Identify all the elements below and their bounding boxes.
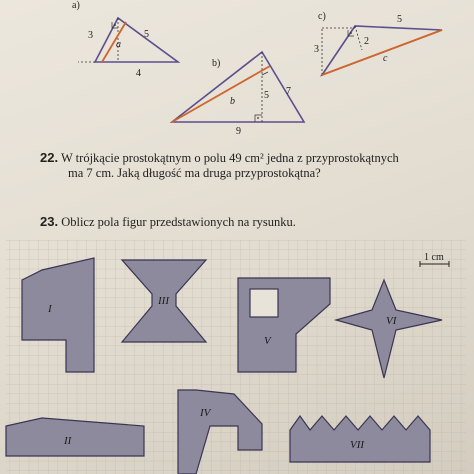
problem-23 <box>40 214 470 230</box>
problem-22-number: 22. <box>40 150 59 165</box>
triangle-b-side1: 5 <box>264 90 269 101</box>
triangle-a-side2: 5 <box>144 29 149 40</box>
triangle-c <box>314 11 442 75</box>
triangle-b-side2: 7 <box>286 86 291 97</box>
triangle-exercises <box>0 0 474 150</box>
figure-IV-label: IV <box>200 407 211 419</box>
figure-VI-label: VI <box>386 315 397 327</box>
triangle-b <box>172 52 304 137</box>
scale-label: 1 cm <box>424 252 444 263</box>
triangle-b-unknown: b <box>230 96 235 107</box>
triangle-c-segment: 2 <box>364 36 369 47</box>
triangle-a-label: a) <box>72 0 80 11</box>
triangle-c-unknown: c <box>383 53 388 64</box>
triangle-a-side1: 3 <box>88 30 93 41</box>
figure-I-label: I <box>48 303 52 315</box>
grid-figures <box>0 240 474 474</box>
triangle-b-label: b) <box>212 58 221 69</box>
triangle-a-base: 4 <box>136 68 141 79</box>
problem-22 <box>40 150 470 181</box>
problem-23-number: 23. <box>40 214 59 229</box>
triangle-a-unknown: a <box>116 39 121 50</box>
triangle-b-base: 9 <box>236 126 241 137</box>
problem-22-line1: W trójkącie prostokątnym o polu 49 cm² jedna z przyprostokątnych <box>60 151 399 165</box>
figure-V-label: V <box>264 335 271 347</box>
triangle-c-side2: 3 <box>314 44 319 55</box>
figure-VII-label: VII <box>350 439 365 451</box>
triangle-c-label: c) <box>318 11 326 22</box>
triangle-c-side1: 5 <box>397 14 402 25</box>
figure-III-label: III <box>158 295 169 307</box>
triangle-a <box>72 0 178 79</box>
problem-22-line2: ma 7 cm. Jaką długość ma druga przyprostokątna? <box>68 166 321 180</box>
figure-II-label: II <box>64 435 72 447</box>
problem-23-text: Oblicz pola figur przedstawionych na rysunku. <box>61 215 296 229</box>
